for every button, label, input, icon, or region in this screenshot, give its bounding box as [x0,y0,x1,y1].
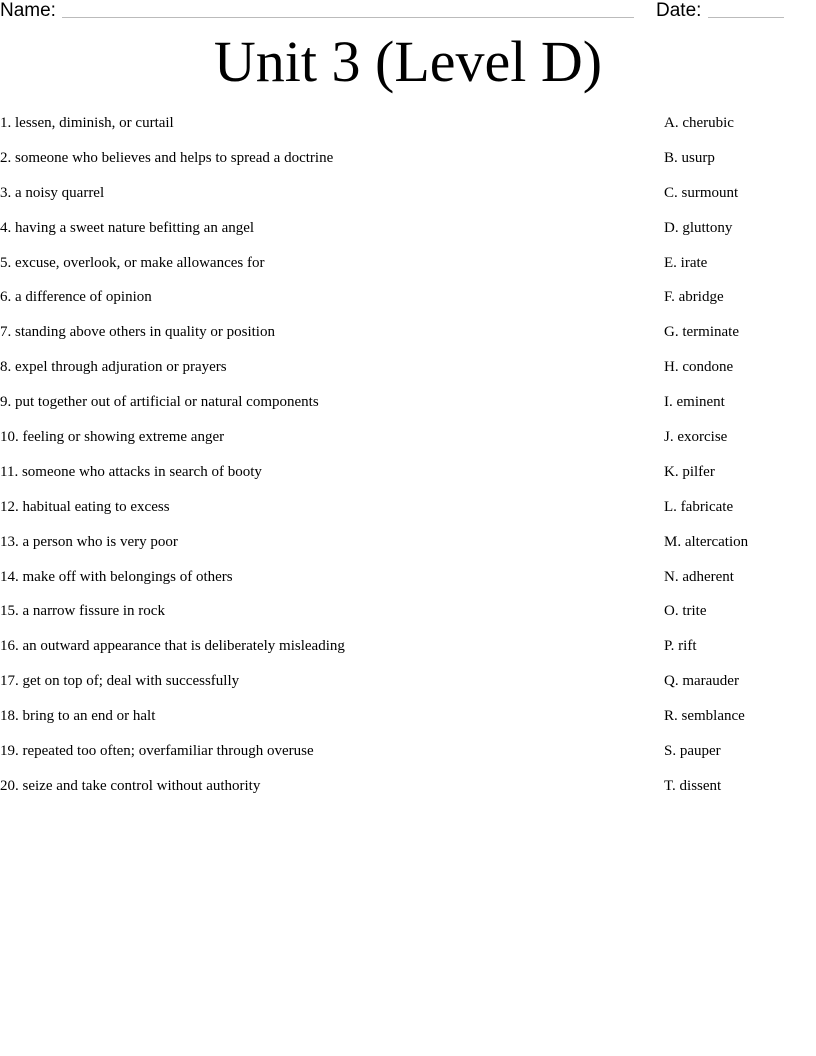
clue-item: 12. habitual eating to excess [0,498,170,515]
answer-item: D. gluttony [664,219,733,236]
clue-item: 3. a noisy quarrel [0,184,105,201]
clue-item: 8. expel through adjuration or prayers [0,359,227,376]
answer-item: N. adherent [664,568,734,585]
clue-item: 13. a person who is very poor [0,533,178,550]
name-label: Name: [0,0,56,21]
answer-item: B. usurp [664,149,715,166]
date-label: Date: [656,0,702,21]
answer-item: G. terminate [664,324,739,341]
clue-item: 6. a difference of opinion [0,289,152,306]
answer-item: H. condone [664,359,734,376]
answer-item: M. altercation [664,533,749,550]
clue-item: 15. a narrow fissure in rock [0,603,165,620]
answer-item: C. surmount [664,184,739,201]
answer-item: E. irate [664,254,708,271]
clue-item: 18. bring to an end or halt [0,708,156,725]
date-blank-line[interactable] [708,17,784,18]
answer-item: F. abridge [664,289,724,306]
answer-list [664,112,814,810]
clue-item: 11. someone who attacks in search of booty [0,463,262,480]
answer-item: O. trite [664,603,707,620]
clue-list [0,112,640,810]
clue-item: 1. lessen, diminish, or curtail [0,115,174,131]
answer-item: K. pilfer [664,463,715,480]
worksheet-header [0,0,816,24]
clue-item: 2. someone who believes and helps to spread a doctrine [0,149,334,166]
answer-item: S. pauper [664,743,721,760]
clue-item: 16. an outward appearance that is deliberately misleading [0,638,345,655]
answer-item: A. cherubic [664,115,734,131]
worksheet-title: Unit 3 (Level D) [213,29,603,94]
answer-item: J. exorcise [664,429,728,446]
clue-item: 17. get on top of; deal with successfully [0,673,240,690]
answer-item: I. eminent [664,394,725,411]
answer-item: P. rift [664,638,697,655]
clue-item: 4. having a sweet nature befitting an angel [0,219,255,236]
clue-item: 10. feeling or showing extreme anger [0,429,225,446]
clue-item: 7. standing above others in quality or position [0,324,275,341]
clue-item: 9. put together out of artificial or natural components [0,394,319,411]
clue-item: 20. seize and take control without authority [0,777,261,794]
answer-item: T. dissent [664,777,722,794]
clue-item: 19. repeated too often; overfamiliar through overuse [0,743,314,760]
clue-item: 14. make off with belongings of others [0,568,233,585]
answer-item: Q. marauder [664,673,739,690]
answer-item: R. semblance [664,708,745,725]
clue-item: 5. excuse, overlook, or make allowances for [0,254,265,271]
name-blank-line[interactable] [62,17,634,18]
answer-item: L. fabricate [664,498,734,515]
